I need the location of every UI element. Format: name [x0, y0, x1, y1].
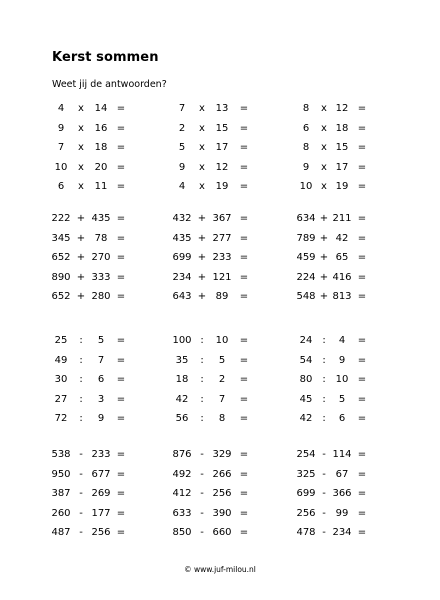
problem-row	[0, 140, 440, 156]
problem-operand-a: 8	[302, 103, 310, 114]
problem-equals-sign: =	[116, 161, 126, 173]
problem-row	[0, 353, 440, 369]
problem-operator: +	[197, 291, 207, 302]
problem-equals-sign: =	[239, 413, 249, 424]
problem-operand-a: 387	[51, 488, 71, 499]
problem-equals-sign: =	[357, 393, 367, 405]
problem-equals-sign: =	[116, 449, 126, 460]
problem-operand-a: 850	[172, 527, 192, 538]
problem-operand-b: 3	[97, 393, 105, 405]
problem-operand-a: 24	[299, 335, 313, 346]
problem-operand-b: 211	[332, 213, 352, 224]
problem-operand-a: 699	[172, 252, 192, 263]
problem-equals-sign: =	[357, 252, 367, 263]
page-title: Kerst sommen	[52, 50, 159, 65]
problem-operand-a: 222	[51, 213, 71, 224]
problem-row	[0, 121, 440, 137]
problem-equals-sign: =	[357, 161, 367, 173]
problem-operator: +	[319, 291, 329, 302]
problem-operand-a: 5	[178, 142, 186, 153]
problem-operand-b: 660	[212, 527, 232, 538]
problem-equals-sign: =	[239, 122, 249, 134]
problem-operand-b: 10	[335, 374, 349, 385]
problem-equals-sign: =	[239, 354, 249, 366]
problem-operand-a: 652	[51, 291, 71, 302]
problem-operand-a: 27	[54, 393, 68, 405]
problem-operator: +	[197, 232, 207, 244]
problem-operator: :	[322, 413, 326, 424]
footer-credit: © www.juf-milou.nl	[184, 565, 256, 574]
problem-equals-sign: =	[239, 232, 249, 244]
problem-equals-sign: =	[239, 374, 249, 385]
problem-operator: -	[322, 488, 326, 499]
problem-equals-sign: =	[357, 413, 367, 424]
problem-operand-b: 17	[215, 142, 229, 153]
problem-equals-sign: =	[357, 291, 367, 302]
problem-operand-b: 78	[94, 232, 108, 244]
problem-equals-sign: =	[239, 271, 249, 283]
problem-operand-b: 18	[335, 122, 349, 134]
problem-operand-a: 7	[178, 103, 186, 114]
problem-operator: x	[78, 161, 84, 173]
problem-equals-sign: =	[239, 142, 249, 153]
problem-row	[0, 333, 440, 349]
problem-equals-sign: =	[239, 213, 249, 224]
problem-operator: :	[200, 393, 204, 405]
problem-operator: x	[199, 181, 205, 192]
problem-operand-b: 366	[332, 488, 352, 499]
problem-operand-b: 89	[215, 291, 229, 302]
problem-operand-b: 12	[215, 161, 229, 173]
problem-operand-b: 233	[91, 449, 111, 460]
problem-operator: x	[78, 142, 84, 153]
problem-operand-a: 325	[296, 468, 316, 480]
problem-operand-b: 677	[91, 468, 111, 480]
problem-operand-b: 17	[335, 161, 349, 173]
problem-operand-b: 14	[94, 103, 108, 114]
problem-operand-b: 435	[91, 213, 111, 224]
problem-operand-b: 121	[212, 271, 232, 283]
problem-operand-a: 432	[172, 213, 192, 224]
problem-operand-a: 9	[178, 161, 186, 173]
problem-equals-sign: =	[357, 449, 367, 460]
problem-equals-sign: =	[239, 181, 249, 192]
problem-equals-sign: =	[116, 142, 126, 153]
problem-operand-a: 345	[51, 232, 71, 244]
problem-operator: -	[79, 488, 83, 499]
problem-operator: +	[76, 271, 86, 283]
problem-operand-b: 13	[215, 103, 229, 114]
problem-equals-sign: =	[357, 527, 367, 538]
problem-row	[0, 486, 440, 502]
problem-operand-a: 254	[296, 449, 316, 460]
problem-operand-a: 72	[54, 413, 68, 424]
problem-equals-sign: =	[239, 488, 249, 499]
problem-operand-a: 634	[296, 213, 316, 224]
problem-operand-a: 789	[296, 232, 316, 244]
problem-operand-b: 367	[212, 213, 232, 224]
problem-operator: x	[321, 103, 327, 114]
problem-row	[0, 372, 440, 388]
problem-operand-a: 260	[51, 507, 71, 519]
problem-operator: -	[322, 527, 326, 538]
problem-row	[0, 289, 440, 305]
problem-equals-sign: =	[239, 103, 249, 114]
problem-operator: -	[79, 507, 83, 519]
problem-operand-a: 25	[54, 335, 68, 346]
problem-equals-sign: =	[239, 161, 249, 173]
problem-operator: +	[76, 252, 86, 263]
problem-equals-sign: =	[357, 213, 367, 224]
problem-operand-b: 256	[212, 488, 232, 499]
problem-operator: :	[79, 354, 83, 366]
problem-operator: +	[76, 291, 86, 302]
problem-operand-a: 4	[57, 103, 65, 114]
problem-operand-b: 15	[335, 142, 349, 153]
problem-operand-a: 54	[299, 354, 313, 366]
page-subtitle: Weet jij de antwoorden?	[52, 79, 167, 90]
problem-operand-a: 42	[299, 413, 313, 424]
problem-operator: :	[322, 335, 326, 346]
problem-operand-b: 67	[335, 468, 349, 480]
problem-operand-b: 416	[332, 271, 352, 283]
problem-operand-a: 35	[175, 354, 189, 366]
problem-row	[0, 392, 440, 408]
problem-row	[0, 506, 440, 522]
problem-operand-b: 177	[91, 507, 111, 519]
problem-operand-b: 65	[335, 252, 349, 263]
problem-equals-sign: =	[116, 232, 126, 244]
problem-operand-b: 233	[212, 252, 232, 263]
problem-operand-a: 7	[57, 142, 65, 153]
problem-operand-b: 11	[94, 181, 108, 192]
problem-operator: x	[199, 122, 205, 134]
problem-equals-sign: =	[116, 103, 126, 114]
problem-operator: -	[200, 468, 204, 480]
problem-operand-b: 7	[97, 354, 105, 366]
problem-equals-sign: =	[116, 252, 126, 263]
problem-operator: x	[321, 161, 327, 173]
problem-equals-sign: =	[239, 291, 249, 302]
problem-operand-a: 224	[296, 271, 316, 283]
problem-operand-b: 329	[212, 449, 232, 460]
problem-operator: -	[200, 449, 204, 460]
problem-equals-sign: =	[357, 488, 367, 499]
problem-operand-b: 2	[218, 374, 226, 385]
problem-operator: -	[79, 468, 83, 480]
problem-row	[0, 101, 440, 117]
problem-operator: -	[322, 468, 326, 480]
problem-equals-sign: =	[116, 354, 126, 366]
problem-row	[0, 447, 440, 463]
problem-operand-a: 30	[54, 374, 68, 385]
problem-operand-b: 280	[91, 291, 111, 302]
problem-operand-a: 49	[54, 354, 68, 366]
problem-operator: x	[199, 103, 205, 114]
problem-operand-b: 333	[91, 271, 111, 283]
problem-operand-b: 6	[338, 413, 346, 424]
problem-operand-b: 270	[91, 252, 111, 263]
problem-operand-a: 42	[175, 393, 189, 405]
problem-operand-b: 12	[335, 103, 349, 114]
problem-equals-sign: =	[357, 181, 367, 192]
problem-operand-b: 5	[218, 354, 226, 366]
problem-operand-a: 100	[172, 335, 192, 346]
problem-operator: :	[322, 374, 326, 385]
problem-operand-a: 478	[296, 527, 316, 538]
problem-operand-a: 234	[172, 271, 192, 283]
problem-equals-sign: =	[116, 374, 126, 385]
problem-operand-a: 548	[296, 291, 316, 302]
problem-operand-b: 813	[332, 291, 352, 302]
problem-row	[0, 231, 440, 247]
problem-operator: x	[78, 181, 84, 192]
problem-equals-sign: =	[357, 271, 367, 283]
problem-operand-a: 538	[51, 449, 71, 460]
problem-operand-a: 18	[175, 374, 189, 385]
problem-operand-a: 492	[172, 468, 192, 480]
problem-operand-b: 99	[335, 507, 349, 519]
problem-operand-a: 412	[172, 488, 192, 499]
problem-equals-sign: =	[116, 527, 126, 538]
problem-operand-a: 8	[302, 142, 310, 153]
problem-row	[0, 250, 440, 266]
problem-operator: x	[321, 181, 327, 192]
problem-operator: x	[199, 161, 205, 173]
problem-equals-sign: =	[357, 122, 367, 134]
problem-operand-a: 45	[299, 393, 313, 405]
problem-operand-b: 277	[212, 232, 232, 244]
problem-operator: :	[322, 393, 326, 405]
problem-operator: :	[200, 335, 204, 346]
problem-equals-sign: =	[116, 393, 126, 405]
problem-operand-a: 9	[302, 161, 310, 173]
problem-operator: x	[199, 142, 205, 153]
problem-operator: :	[79, 393, 83, 405]
problem-operand-b: 256	[91, 527, 111, 538]
problem-operand-a: 2	[178, 122, 186, 134]
problem-operand-b: 390	[212, 507, 232, 519]
problem-equals-sign: =	[239, 468, 249, 480]
problem-operator: :	[322, 354, 326, 366]
problem-operand-a: 256	[296, 507, 316, 519]
problem-operand-a: 6	[57, 181, 65, 192]
problem-operand-b: 19	[215, 181, 229, 192]
problem-operator: :	[200, 413, 204, 424]
problem-row	[0, 467, 440, 483]
problem-equals-sign: =	[116, 335, 126, 346]
problem-operator: :	[79, 335, 83, 346]
problem-operand-b: 266	[212, 468, 232, 480]
problem-operand-b: 8	[218, 413, 226, 424]
problem-equals-sign: =	[116, 181, 126, 192]
problem-operand-a: 10	[54, 161, 68, 173]
problem-operator: x	[321, 142, 327, 153]
problem-equals-sign: =	[116, 271, 126, 283]
problem-operator: +	[197, 271, 207, 283]
problem-operand-b: 9	[97, 413, 105, 424]
problem-equals-sign: =	[239, 252, 249, 263]
problem-operand-b: 15	[215, 122, 229, 134]
problem-operand-b: 16	[94, 122, 108, 134]
problem-operand-b: 6	[97, 374, 105, 385]
problem-equals-sign: =	[357, 507, 367, 519]
problem-operand-a: 56	[175, 413, 189, 424]
problem-operand-b: 5	[97, 335, 105, 346]
problem-operand-b: 19	[335, 181, 349, 192]
problem-operand-b: 114	[332, 449, 352, 460]
problem-operand-b: 5	[338, 393, 346, 405]
problem-operand-a: 435	[172, 232, 192, 244]
problem-equals-sign: =	[116, 468, 126, 480]
problem-operator: +	[319, 232, 329, 244]
problem-equals-sign: =	[239, 335, 249, 346]
problem-operator: x	[78, 122, 84, 134]
problem-equals-sign: =	[357, 335, 367, 346]
problem-operand-b: 7	[218, 393, 226, 405]
problem-operator: :	[79, 374, 83, 385]
problem-operand-b: 10	[215, 335, 229, 346]
problem-operator: -	[79, 449, 83, 460]
problem-row	[0, 179, 440, 195]
problem-operand-b: 20	[94, 161, 108, 173]
problem-equals-sign: =	[116, 413, 126, 424]
problem-operator: +	[197, 213, 207, 224]
problem-row	[0, 270, 440, 286]
problem-row	[0, 411, 440, 427]
problem-operator: -	[322, 507, 326, 519]
problem-equals-sign: =	[116, 488, 126, 499]
problem-operand-a: 890	[51, 271, 71, 283]
problem-operator: +	[319, 252, 329, 263]
problem-operand-b: 234	[332, 527, 352, 538]
problem-operand-a: 10	[299, 181, 313, 192]
problem-equals-sign: =	[357, 103, 367, 114]
problem-operand-a: 9	[57, 122, 65, 134]
problem-operator: +	[319, 271, 329, 283]
problem-equals-sign: =	[357, 468, 367, 480]
problem-operand-b: 269	[91, 488, 111, 499]
problem-operand-a: 459	[296, 252, 316, 263]
problem-operand-a: 633	[172, 507, 192, 519]
problem-equals-sign: =	[357, 142, 367, 153]
problem-row	[0, 211, 440, 227]
problem-operand-a: 4	[178, 181, 186, 192]
problem-operator: -	[200, 507, 204, 519]
problem-operator: -	[79, 527, 83, 538]
problem-operand-a: 643	[172, 291, 192, 302]
problem-operator: :	[200, 374, 204, 385]
problem-operand-a: 6	[302, 122, 310, 134]
problem-equals-sign: =	[357, 374, 367, 385]
problem-equals-sign: =	[239, 527, 249, 538]
problem-operator: -	[200, 488, 204, 499]
problem-equals-sign: =	[239, 507, 249, 519]
problem-operand-b: 42	[335, 232, 349, 244]
problem-row	[0, 525, 440, 541]
problem-equals-sign: =	[116, 291, 126, 302]
problem-operand-a: 652	[51, 252, 71, 263]
problem-operand-a: 699	[296, 488, 316, 499]
problem-operator: x	[78, 103, 84, 114]
problem-operator: :	[200, 354, 204, 366]
problem-operand-a: 487	[51, 527, 71, 538]
problem-operator: +	[319, 213, 329, 224]
problem-operand-b: 9	[338, 354, 346, 366]
problem-row	[0, 160, 440, 176]
problem-equals-sign: =	[357, 354, 367, 366]
problem-equals-sign: =	[239, 449, 249, 460]
problem-operator: :	[79, 413, 83, 424]
problem-operand-b: 4	[338, 335, 346, 346]
problem-operand-a: 950	[51, 468, 71, 480]
problem-equals-sign: =	[116, 213, 126, 224]
problem-operand-b: 18	[94, 142, 108, 153]
problem-operator: -	[322, 449, 326, 460]
problem-operator: +	[76, 232, 86, 244]
problem-equals-sign: =	[239, 393, 249, 405]
problem-operator: x	[321, 122, 327, 134]
problem-equals-sign: =	[116, 122, 126, 134]
problem-operator: +	[76, 213, 86, 224]
problem-operand-a: 876	[172, 449, 192, 460]
problem-equals-sign: =	[357, 232, 367, 244]
problem-operator: -	[200, 527, 204, 538]
problem-operand-a: 80	[299, 374, 313, 385]
problem-equals-sign: =	[116, 507, 126, 519]
problem-operator: +	[197, 252, 207, 263]
